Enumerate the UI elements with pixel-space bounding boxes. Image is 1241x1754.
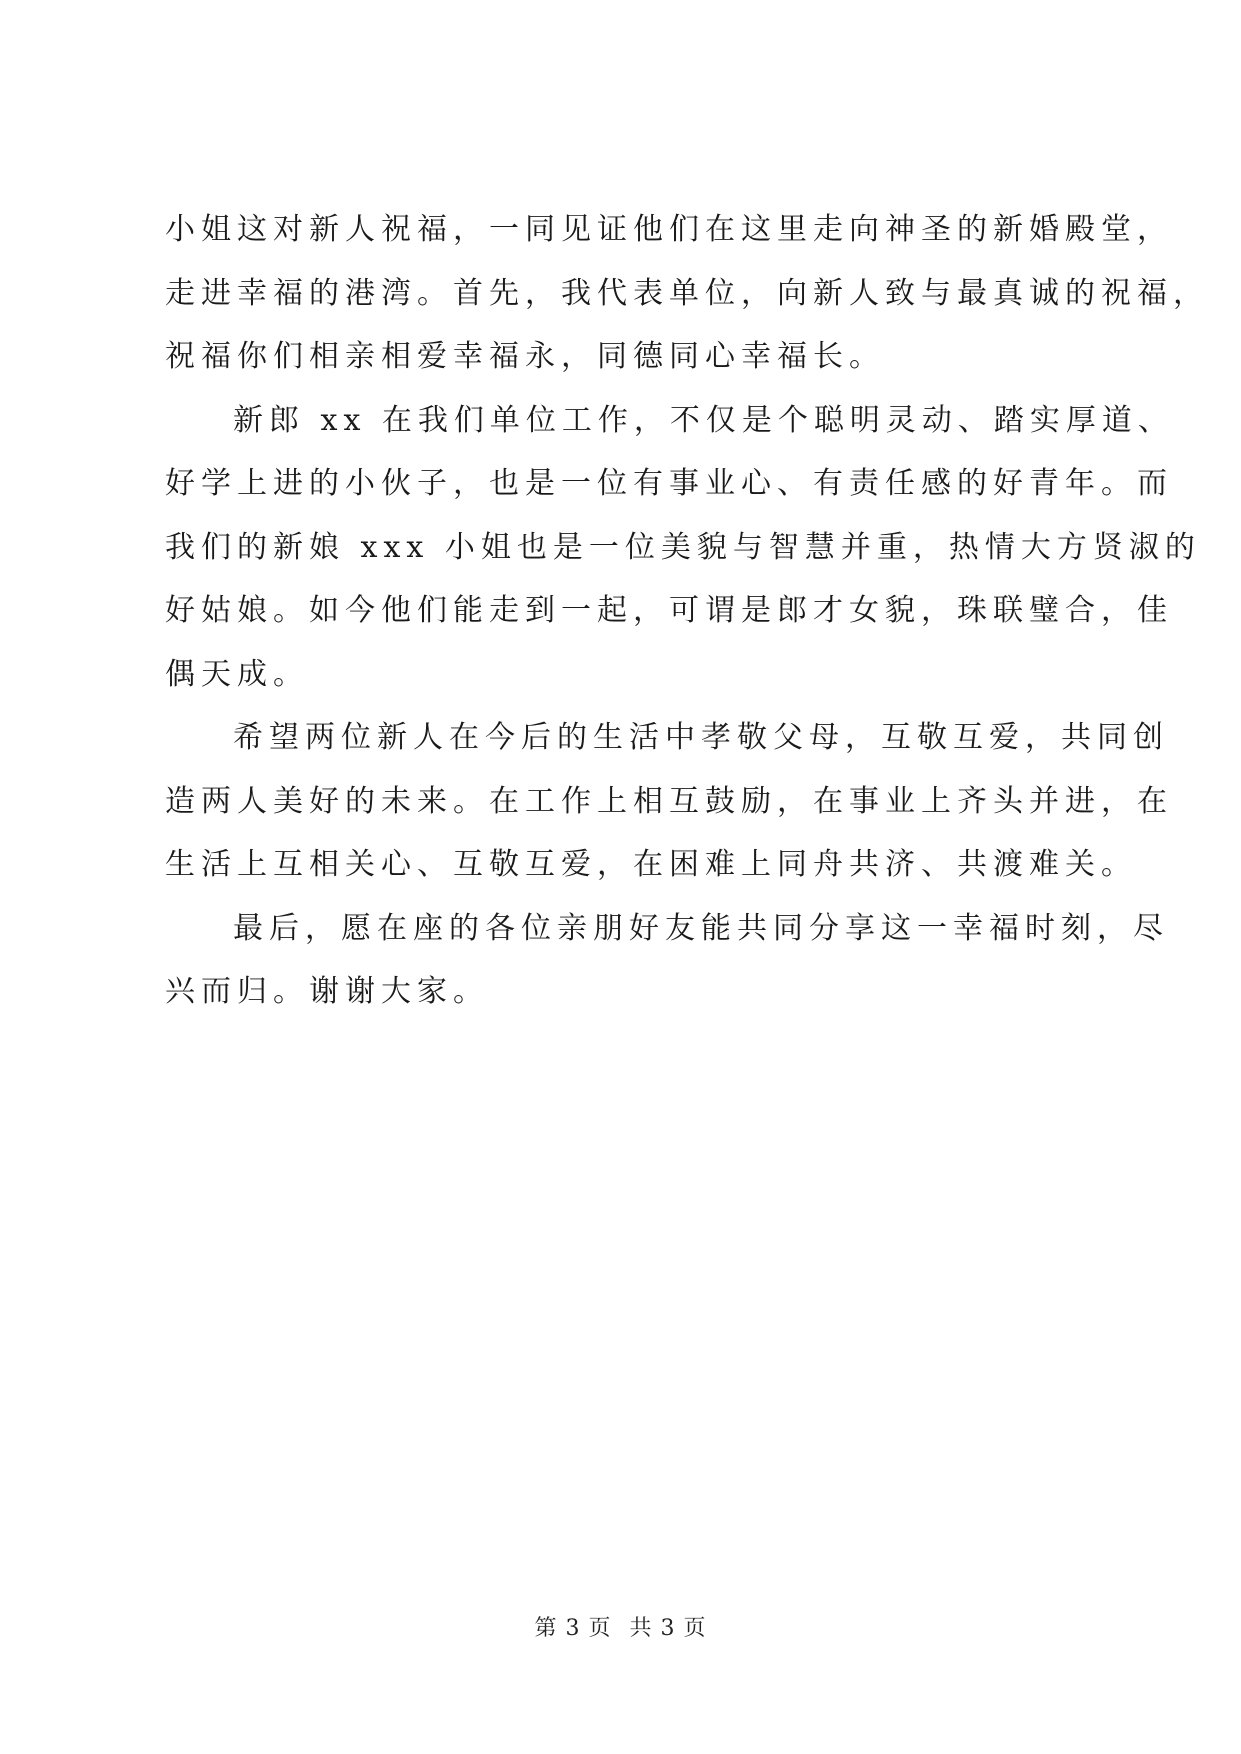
text-line: 兴而归。谢谢大家。 xyxy=(165,974,489,1009)
text-line: 生活上互相关心、互敬互爱，在困难上同舟共济、共渡难关。 xyxy=(165,847,1137,882)
paragraph-start-line: 最后，愿在座的各位亲朋好友能共同分享这一幸福时刻，尽 xyxy=(233,910,1169,946)
paragraph-start-line: 希望两位新人在今后的生活中孝敬父母，互敬互爱，共同创 xyxy=(233,720,1169,755)
paragraph-start-line: 新郎 xx 在我们单位工作，不仅是个聪明灵动、踏实厚道、 xyxy=(233,402,1174,438)
page-footer xyxy=(0,1614,1241,1644)
text-line: 偶天成。 xyxy=(165,656,309,692)
page-total: 共 3 页 xyxy=(629,1616,707,1641)
document-body xyxy=(165,198,1209,1024)
text-line: 好姑娘。如今他们能走到一起，可谓是郎才女貌，珠联璧合，佳 xyxy=(165,593,1173,628)
text-line: 好学上进的小伙子，也是一位有事业心、有责任感的好青年。而 xyxy=(165,466,1173,501)
page-number: 第 3 页 xyxy=(534,1616,612,1641)
text-line: 祝福你们相亲相爱幸福永，同德同心幸福长。 xyxy=(165,339,885,374)
text-line: 我们的新娘 xxx 小姐也是一位美貌与智慧并重，热情大方贤淑的 xyxy=(165,529,1201,565)
text-line: 小姐这对新人祝福，一同见证他们在这里走向神圣的新婚殿堂， xyxy=(165,212,1173,247)
text-line: 造两人美好的未来。在工作上相互鼓励，在事业上齐头并进，在 xyxy=(165,783,1173,819)
text-line: 走进幸福的港湾。首先，我代表单位，向新人致与最真诚的祝福， xyxy=(165,275,1209,311)
